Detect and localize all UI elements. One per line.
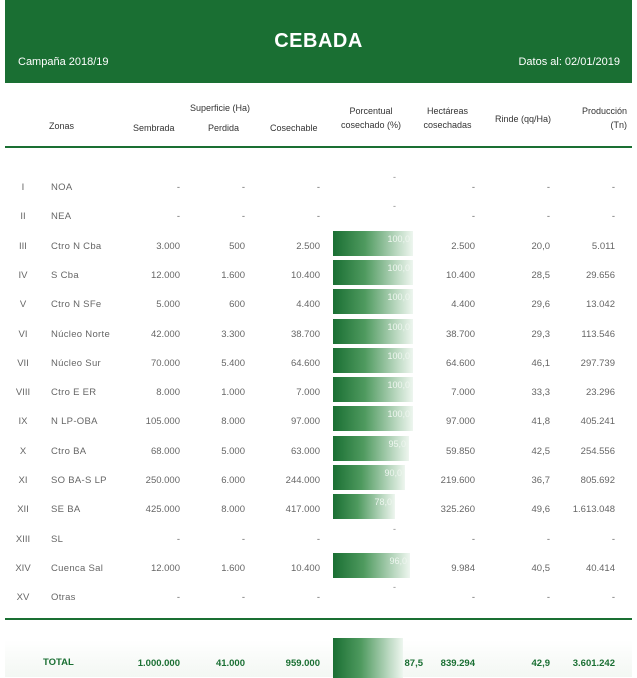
cell-produccion: 113.546: [581, 329, 615, 340]
cell-produccion: 405.241: [580, 416, 615, 427]
cell-cosechable: 10.400: [290, 563, 320, 574]
row-number: XI: [18, 475, 28, 486]
cell-sembrada: 42.000: [150, 329, 180, 340]
zone-name: Ctro N SFe: [51, 299, 102, 310]
zone-name: NEA: [51, 211, 72, 222]
page-title: CEBADA: [274, 30, 363, 52]
cell-produccion: 23.296: [585, 387, 615, 398]
cell-sembrada: 105.000: [145, 416, 180, 427]
cell-hectareas: 4.400: [451, 299, 475, 310]
total-produccion: 3.601.242: [572, 658, 615, 669]
cell-rinde: 46,1: [531, 358, 550, 369]
zone-name: S Cba: [51, 270, 79, 281]
cell-rinde: -: [546, 592, 550, 603]
zone-name: Núcleo Norte: [51, 329, 111, 340]
cell-rinde: -: [546, 534, 550, 545]
cell-perdida: 600: [229, 299, 245, 310]
cell-produccion: 29.656: [585, 270, 615, 281]
cell-hectareas: 97.000: [445, 416, 475, 427]
cell-cosechable: -: [316, 182, 320, 193]
cell-perdida: 3.300: [221, 329, 245, 340]
row-number: XIII: [15, 534, 31, 545]
header-zonas: Zonas: [49, 121, 75, 131]
cell-hectareas: -: [471, 592, 475, 603]
header-porcentual: [335, 104, 407, 132]
cell-produccion: -: [611, 592, 615, 603]
cell-produccion: 5.011: [591, 241, 615, 252]
total-sembrada: 1.000.000: [137, 658, 180, 669]
cell-rinde: 41,8: [531, 416, 550, 427]
cell-hectareas: -: [471, 211, 475, 222]
cell-produccion: -: [611, 534, 615, 545]
pct-value: 96,0: [389, 556, 407, 566]
cell-sembrada: 70.000: [150, 358, 180, 369]
cell-rinde: 49,6: [531, 504, 550, 515]
cell-rinde: 42,5: [531, 446, 550, 457]
row-number: V: [19, 299, 27, 310]
row-number: II: [20, 211, 26, 222]
header-hectareas-line1: Hectáreas: [426, 106, 469, 116]
cell-perdida: 6.000: [221, 475, 245, 486]
cell-produccion: 1.613.048: [572, 504, 615, 515]
pct-value: -: [393, 524, 396, 534]
zone-name: SE BA: [51, 504, 81, 515]
total-divider: [5, 618, 632, 620]
pct-value: 100,0: [387, 351, 410, 361]
cell-produccion: 297.739: [580, 358, 615, 369]
cell-perdida: 1.600: [221, 270, 245, 281]
cell-produccion: 13.042: [585, 299, 615, 310]
cell-perdida: 500: [229, 241, 245, 252]
zone-name: Ctro BA: [51, 446, 87, 457]
cell-perdida: 1.600: [221, 563, 245, 574]
cell-hectareas: 7.000: [451, 387, 475, 398]
cell-rinde: 40,5: [531, 563, 550, 574]
header-rinde: Rinde (qq/Ha): [495, 114, 552, 124]
cell-cosechable: 10.400: [290, 270, 320, 281]
cell-cosechable: 97.000: [290, 416, 320, 427]
cell-rinde: 28,5: [531, 270, 550, 281]
pct-value: 100,0: [387, 380, 410, 390]
row-number: XIV: [15, 563, 31, 574]
cell-hectareas: 38.700: [445, 329, 475, 340]
zone-name: SL: [51, 534, 64, 545]
row-number: VIII: [15, 387, 31, 398]
cell-sembrada: -: [176, 211, 180, 222]
header-cosechable: Cosechable: [270, 123, 318, 133]
pct-value: 100,0: [387, 322, 410, 332]
cell-perdida: 8.000: [221, 504, 245, 515]
cell-hectareas: -: [471, 182, 475, 193]
cell-cosechable: -: [316, 592, 320, 603]
cell-sembrada: 8.000: [156, 387, 180, 398]
cell-sembrada: 12.000: [150, 563, 180, 574]
cell-rinde: 33,3: [531, 387, 550, 398]
zone-name: Cuenca Sal: [51, 563, 104, 574]
pct-value: -: [393, 582, 396, 592]
header-perdida: Perdida: [208, 123, 240, 133]
cell-sembrada: -: [176, 534, 180, 545]
row-number: IV: [18, 270, 28, 281]
row-number: XII: [17, 504, 29, 515]
cell-perdida: -: [241, 534, 245, 545]
cell-rinde: -: [546, 182, 550, 193]
cell-sembrada: 5.000: [156, 299, 180, 310]
pct-value: -: [393, 172, 396, 182]
cell-perdida: 5.000: [221, 446, 245, 457]
cell-sembrada: 3.000: [156, 241, 180, 252]
cell-hectareas: 219.600: [440, 475, 475, 486]
cell-cosechable: 64.600: [290, 358, 320, 369]
header-superficie: Superficie (Ha): [190, 103, 251, 113]
zone-name: N LP-OBA: [51, 416, 98, 427]
header-divider: [5, 146, 632, 148]
cell-sembrada: 250.000: [145, 475, 180, 486]
pct-value: 100,0: [387, 292, 410, 302]
zone-name: Núcleo Sur: [51, 358, 101, 369]
zone-name: SO BA-S LP: [51, 475, 107, 486]
header-produccion: [570, 104, 627, 132]
header-produccion-line1: Producción: [581, 106, 627, 116]
total-rinde: 42,9: [531, 658, 550, 669]
cell-rinde: 29,3: [531, 329, 550, 340]
data-date-label: Datos al: 02/01/2019: [518, 56, 620, 68]
row-number: IX: [18, 416, 28, 427]
cell-perdida: 5.400: [221, 358, 245, 369]
cell-perdida: -: [241, 592, 245, 603]
pct-value: 100,0: [387, 263, 410, 273]
cell-cosechable: 63.000: [290, 446, 320, 457]
cell-produccion: 254.556: [580, 446, 615, 457]
cell-sembrada: 12.000: [150, 270, 180, 281]
cell-sembrada: -: [176, 182, 180, 193]
cell-cosechable: 7.000: [296, 387, 320, 398]
cell-perdida: 1.000: [221, 387, 245, 398]
header-produccion-line2: (Tn): [610, 120, 627, 130]
cell-rinde: 29,6: [531, 299, 550, 310]
cell-perdida: -: [241, 182, 245, 193]
cell-rinde: -: [546, 211, 550, 222]
cell-hectareas: 10.400: [445, 270, 475, 281]
cell-produccion: 805.692: [580, 475, 615, 486]
pct-value: -: [393, 201, 396, 211]
pct-value: 78,0: [374, 497, 392, 507]
header-porcentual-line2: cosechado (%): [340, 120, 402, 130]
campaign-label: Campaña 2018/19: [18, 56, 109, 68]
total-perdida: 41.000: [215, 658, 245, 669]
zone-name: Otras: [51, 592, 76, 603]
total-hectareas: 839.294: [440, 658, 475, 669]
cell-produccion: 40.414: [585, 563, 615, 574]
cell-hectareas: 59.850: [445, 446, 475, 457]
pct-value: 90,0: [384, 468, 402, 478]
row-number: I: [21, 182, 25, 193]
pct-value: 95,0: [388, 439, 406, 449]
header-porcentual-line1: Porcentual: [349, 106, 393, 116]
cell-sembrada: 68.000: [150, 446, 180, 457]
cell-hectareas: 2.500: [451, 241, 475, 252]
cell-rinde: 36,7: [531, 475, 550, 486]
cell-cosechable: 417.000: [285, 504, 320, 515]
row-number: XV: [16, 592, 30, 603]
cell-hectareas: -: [471, 534, 475, 545]
cell-sembrada: 425.000: [145, 504, 180, 515]
header-sembrada: Sembrada: [133, 123, 175, 133]
cell-cosechable: 244.000: [285, 475, 320, 486]
pct-value: 100,0: [387, 234, 410, 244]
cell-cosechable: 2.500: [296, 241, 320, 252]
row-number: VI: [18, 329, 28, 340]
header-hectareas-line2: cosechadas: [423, 120, 472, 130]
cell-perdida: -: [241, 211, 245, 222]
cell-cosechable: 38.700: [290, 329, 320, 340]
header-hectareas: [415, 104, 480, 132]
total-cosechable: 959.000: [285, 658, 320, 669]
report-header: [5, 0, 632, 83]
row-number: X: [19, 446, 27, 457]
cell-hectareas: 325.260: [440, 504, 475, 515]
cell-cosechable: -: [316, 534, 320, 545]
zone-name: Ctro N Cba: [51, 241, 102, 252]
total-label: TOTAL: [43, 657, 74, 668]
zone-name: Ctro E ER: [51, 387, 97, 398]
cell-cosechable: -: [316, 211, 320, 222]
row-number: VII: [17, 358, 29, 369]
pct-value: 100,0: [387, 409, 410, 419]
cell-hectareas: 64.600: [445, 358, 475, 369]
cell-sembrada: -: [176, 592, 180, 603]
cell-produccion: -: [611, 211, 615, 222]
total-pct-value: 87,5: [404, 658, 423, 669]
cell-perdida: 8.000: [221, 416, 245, 427]
cell-produccion: -: [611, 182, 615, 193]
cell-rinde: 20,0: [531, 241, 550, 252]
cell-hectareas: 9.984: [451, 563, 475, 574]
row-number: III: [19, 241, 27, 252]
zone-name: NOA: [51, 182, 73, 193]
cell-cosechable: 4.400: [296, 299, 320, 310]
